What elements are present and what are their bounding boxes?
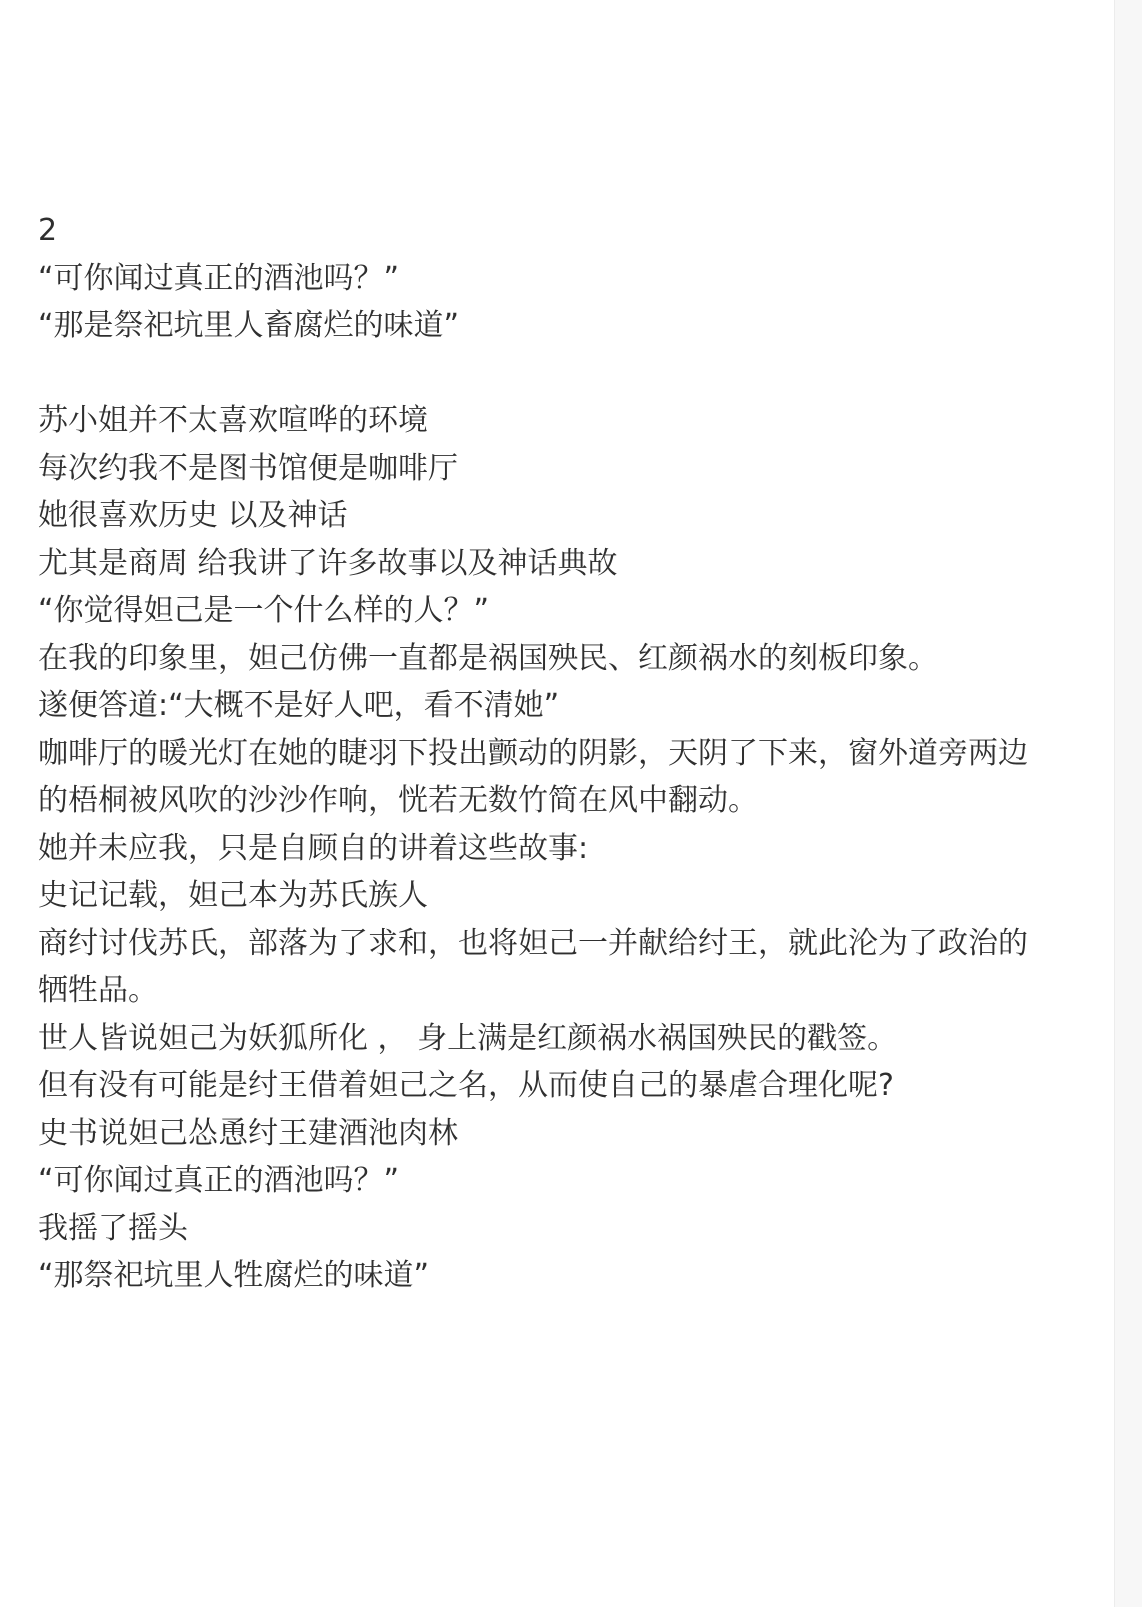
article-body (38, 207, 1088, 1300)
text-line: 世人皆说妲己为妖狐所化 ， 身上满是红颜祸水祸国殃民的戳签。 (38, 1020, 898, 1056)
text-line: 牺牲品。 (38, 973, 158, 1008)
text-line: “那是祭祀坑里人畜腐烂的味道” (38, 308, 460, 343)
blank-line (38, 350, 1088, 398)
chapter-number: 2 (38, 213, 58, 248)
text-line: 史书说妲己怂恿纣王建酒池肉林 (38, 1115, 458, 1151)
text-line: 史记记载，妲己本为苏氏族人 (38, 878, 428, 913)
text-line: 但有没有可能是纣王借着妲己之名，从而使自己的暴虐合理化呢? (38, 1068, 894, 1103)
text-line: “那祭祀坑里人牲腐烂的味道” (38, 1258, 430, 1293)
text-line: 的梧桐被风吹的沙沙作响，恍若无数竹简在风中翻动。 (38, 783, 758, 818)
page-edge (1114, 0, 1142, 1607)
text-line: 她很喜欢历史 以及神话 (38, 498, 348, 533)
text-line: 每次约我不是图书馆便是咖啡厅 (38, 450, 458, 486)
text-line: “你觉得妲己是一个什么样的人？” (38, 593, 490, 628)
text-line: “可你闻过真正的酒池吗？” (38, 260, 400, 296)
text-line: 遂便答道:“大概不是好人吧，看不清她” (38, 688, 560, 723)
text-line: “可你闻过真正的酒池吗？” (38, 1163, 400, 1198)
text-line: 商纣讨伐苏氏，部落为了求和，也将妲己一并献给纣王，就此沦为了政治的 (38, 925, 1028, 961)
text-line: 她并未应我，只是自顾自的讲着这些故事: (38, 830, 589, 866)
text-line: 我摇了摇头 (38, 1210, 188, 1246)
text-line: 尤其是商周 给我讲了许多故事以及神话典故 (38, 545, 618, 581)
text-line: 在我的印象里，妲己仿佛一直都是祸国殃民、红颜祸水的刻板印象。 (38, 640, 938, 676)
text-line: 咖啡厅的暖光灯在她的睫羽下投出颤动的阴影，天阴了下来，窗外道旁两边 (38, 735, 1028, 771)
text-line: 苏小姐并不太喜欢喧哗的环境 (38, 403, 428, 438)
